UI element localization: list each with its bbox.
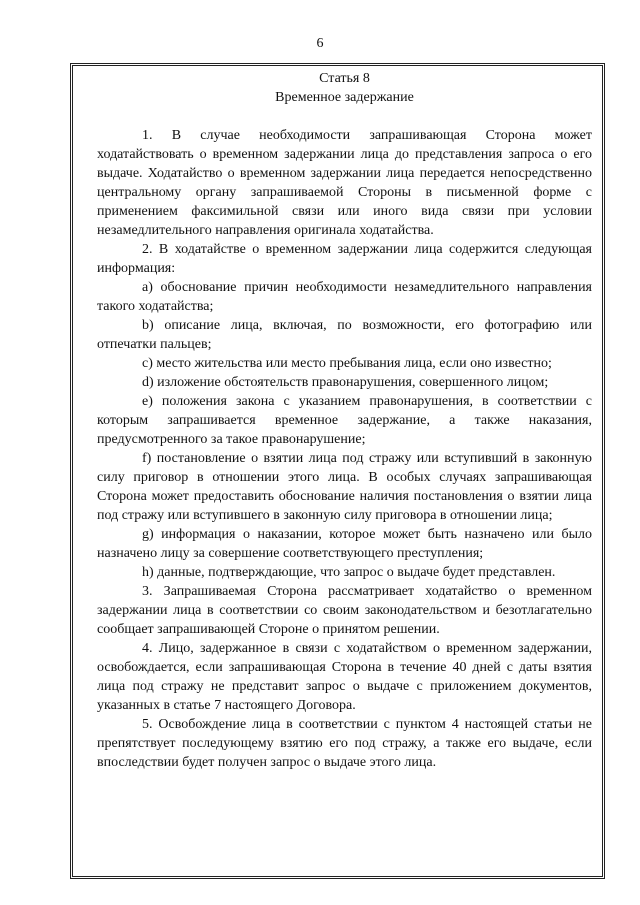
paragraph-1: 1. В случае необходимости запрашивающая Сторона может ходатайствовать о временном задержании лица до представления запроса о его выдаче. Ходатайство о временном задержании лица передается непосредственно центральному органу запрашиваемой Стороны в письменной форме с применением факсимильной связи или иного вида связи при условии незамедлительного направления оригинала ходатайства. <box>97 128 592 238</box>
paragraph-2-item-d: d) изложение обстоятельств правонарушения, совершенного лицом; <box>142 375 549 390</box>
page-number: 6 <box>316 36 324 51</box>
paragraph-2-item-e: е) положения закона с указанием правонарушения, в соответствии с которым запрашивается временное задержание, а также наказания, предусмотренного за такое правонарушение; <box>97 394 592 447</box>
article-body <box>97 126 592 772</box>
document-frame <box>70 63 605 879</box>
paragraph-5: 5. Освобождение лица в соответствии с пунктом 4 настоящей статьи не препятствует последующему взятию его под стражу, а также его выдаче, если впоследствии будет получен запрос о выдаче этого лица. <box>97 717 592 770</box>
paragraph-4: 4. Лицо, задержанное в связи с ходатайством о временном задержании, освобождается, если запрашивающая Сторона в течение 40 дней с даты взятия лица под стражу не представит запрос о выдаче с приложением документов, указанных в статье 7 настоящего Договора. <box>97 641 592 713</box>
paragraph-2: 2. В ходатайстве о временном задержании лица содержится следующая информация: <box>97 242 592 276</box>
paragraph-2-item-c: с) место жительства или место пребывания лица, если оно известно; <box>142 356 552 371</box>
article-heading <box>97 69 592 107</box>
paragraph-2-item-b: b) описание лица, включая, по возможности, его фотографию или отпечатки пальцев; <box>97 318 592 352</box>
article-number: Статья 8 <box>319 71 370 86</box>
paragraph-2-item-h: h) данные, подтверждающие, что запрос о выдаче будет представлен. <box>142 565 556 580</box>
article-title: Временное задержание <box>275 90 414 105</box>
paragraph-2-item-f: f) постановление о взятии лица под стражу или вступивший в законную силу приговор в отношении этого лица. В особых случаях запрашивающая Сторона может предоставить обоснование наличия постановления о взятии лица под стражу или вступившего в законную силу приговора в отношении лица; <box>97 451 592 523</box>
paragraph-3: 3. Запрашиваемая Сторона рассматривает ходатайство о временном задержании лица в соответствии со своим законодательством и безотлагательно сообщает запрашивающей Стороне о принятом решении. <box>97 584 592 637</box>
paragraph-2-item-g: g) информация о наказании, которое может быть назначено или было назначено лицу за совершение соответствующего преступления; <box>97 527 592 561</box>
paragraph-2-item-a: а) обоснование причин необходимости незамедлительного направления такого ходатайства; <box>97 280 592 314</box>
